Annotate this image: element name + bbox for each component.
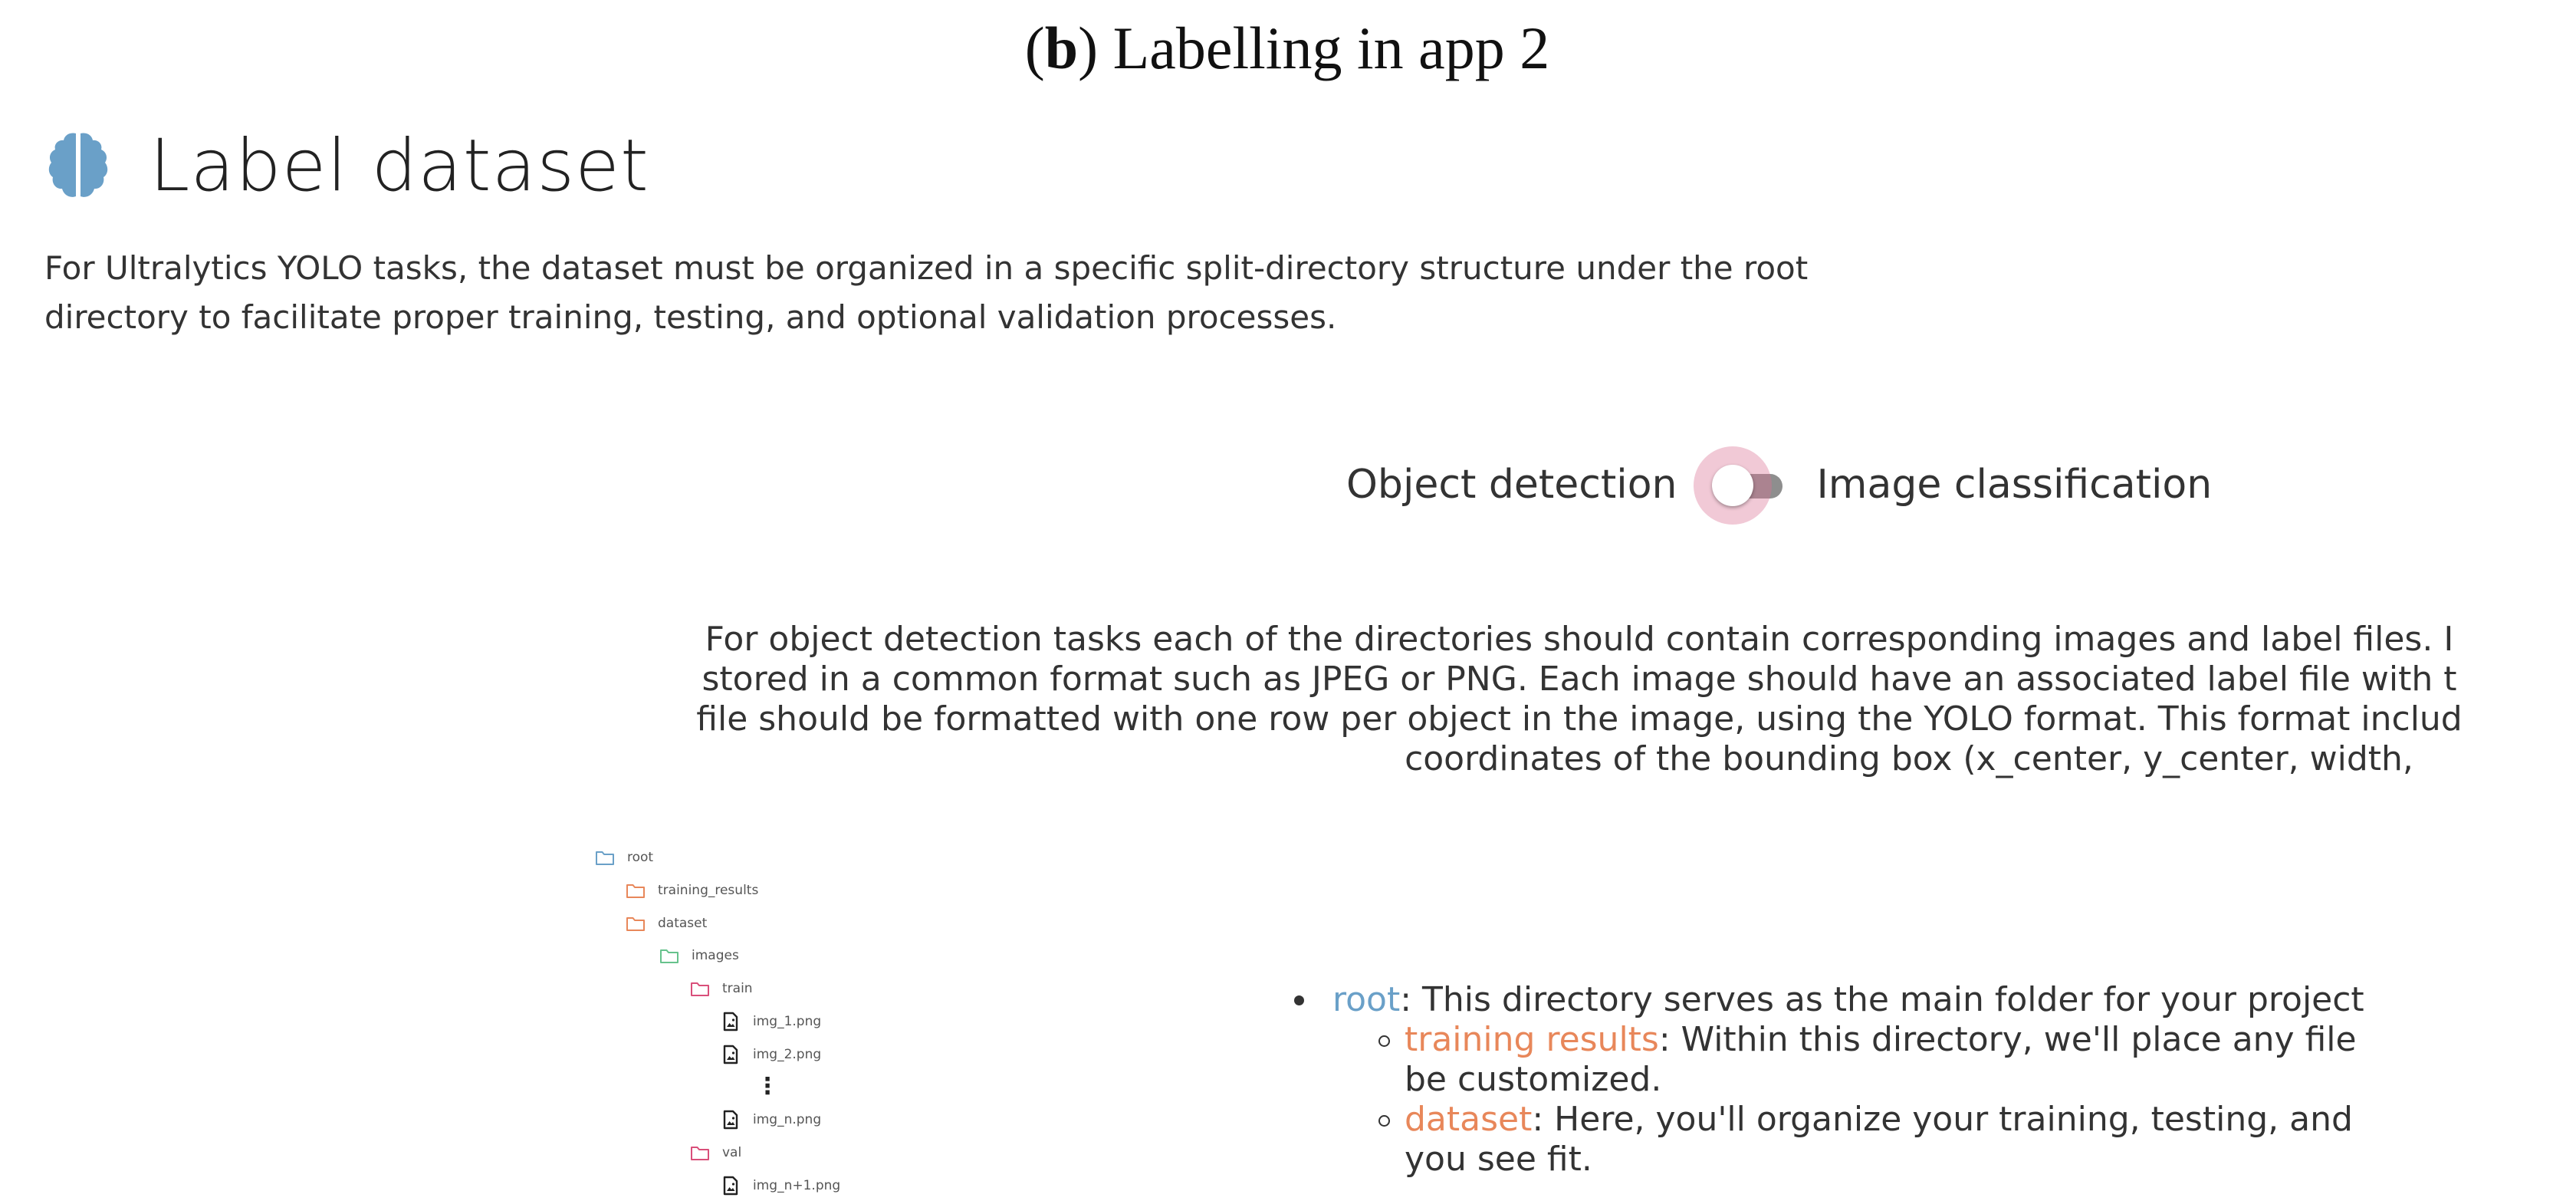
- description-line: For object detection tasks each of the directories should contain corresponding images and label files. I: [705, 620, 2454, 659]
- folder-icon: [659, 946, 679, 966]
- file-image-icon: [721, 1045, 741, 1064]
- description-line: coordinates of the bounding box (x_center, y_center, width,: [1405, 739, 2413, 778]
- tree-item-label: img_n.png: [753, 1112, 822, 1128]
- tree-folder[interactable]: [595, 842, 653, 873]
- folder-icon: [626, 880, 646, 900]
- brain-icon: [41, 129, 115, 202]
- tree-item-label: train: [722, 981, 753, 997]
- intro-paragraph: For Ultralytics YOLO tasks, the dataset must be organized in a specific split-directory structure under the root directory to facilitate proper training, testing, and optional validation processes.: [44, 249, 1809, 336]
- caption-letter: b: [1044, 15, 1079, 81]
- folder-icon: [595, 847, 615, 867]
- tree-item-label: img_2.png: [753, 1046, 822, 1062]
- tree-ellipsis: ⋮: [756, 1072, 779, 1100]
- tree-file[interactable]: [721, 1104, 821, 1135]
- tree-folder[interactable]: [690, 973, 753, 1004]
- folder-icon: [690, 1143, 710, 1163]
- tree-item-label: root: [627, 850, 654, 865]
- directory-tree: [595, 842, 917, 1196]
- file-image-icon: [721, 1176, 741, 1196]
- tree-item-label: images: [692, 948, 739, 964]
- tree-item-label: dataset: [658, 915, 708, 931]
- description-line: stored in a common format such as JPEG or PNG. Each image should have an associated label file with t: [702, 660, 2457, 699]
- tree-folder[interactable]: [659, 940, 739, 971]
- tree-folder[interactable]: [626, 875, 758, 906]
- page-title: Label dataset: [150, 124, 649, 208]
- term-training-results: training results: [1405, 1020, 1659, 1059]
- toggle-label-image-classification[interactable]: Image classification: [1816, 462, 2213, 508]
- bullet-sub-list: [1405, 1020, 2367, 1180]
- tree-item-label: val: [722, 1145, 742, 1161]
- directory-bullet-list: [1294, 980, 2367, 1180]
- bullet-dataset-text: : Here, you'll organize your training, testing, and you see fit.: [1405, 1100, 2353, 1179]
- tree-file[interactable]: [721, 1170, 840, 1201]
- tree-item-label: training_results: [658, 882, 759, 898]
- bullet-root: [1294, 980, 2367, 1020]
- bullet-training-results-text: : Within this directory, we'll place any file be customized.: [1405, 1020, 2357, 1099]
- term-root: root: [1332, 980, 1401, 1019]
- folder-icon: [690, 979, 710, 999]
- toggle-label-object-detection[interactable]: Object detection: [1346, 462, 1677, 508]
- figure-caption: (b) Labelling in app 2: [1024, 15, 1550, 81]
- bullet-dataset: [1405, 1100, 2367, 1180]
- tree-folder[interactable]: [690, 1137, 741, 1168]
- tree-item-label: img_n+1.png: [753, 1178, 841, 1193]
- term-dataset: dataset: [1405, 1100, 1533, 1139]
- task-type-toggle[interactable]: [1694, 446, 1793, 523]
- bullet-training-results: [1405, 1020, 2367, 1100]
- tree-file[interactable]: [721, 1039, 821, 1070]
- file-image-icon: [721, 1012, 741, 1032]
- task-toggle-row: [1346, 454, 2212, 515]
- description-line: file should be formatted with one row per object in the image, using the YOLO format. This format includ: [696, 699, 2463, 739]
- bullet-root-text: : This directory serves as the main folder for your project: [1400, 980, 2364, 1019]
- file-image-icon: [721, 1110, 741, 1130]
- tree-item-label: img_1.png: [753, 1014, 822, 1029]
- object-detection-description: [583, 620, 2576, 779]
- tree-file[interactable]: [721, 1006, 821, 1037]
- tree-folder[interactable]: [626, 908, 707, 939]
- folder-icon: [626, 913, 646, 933]
